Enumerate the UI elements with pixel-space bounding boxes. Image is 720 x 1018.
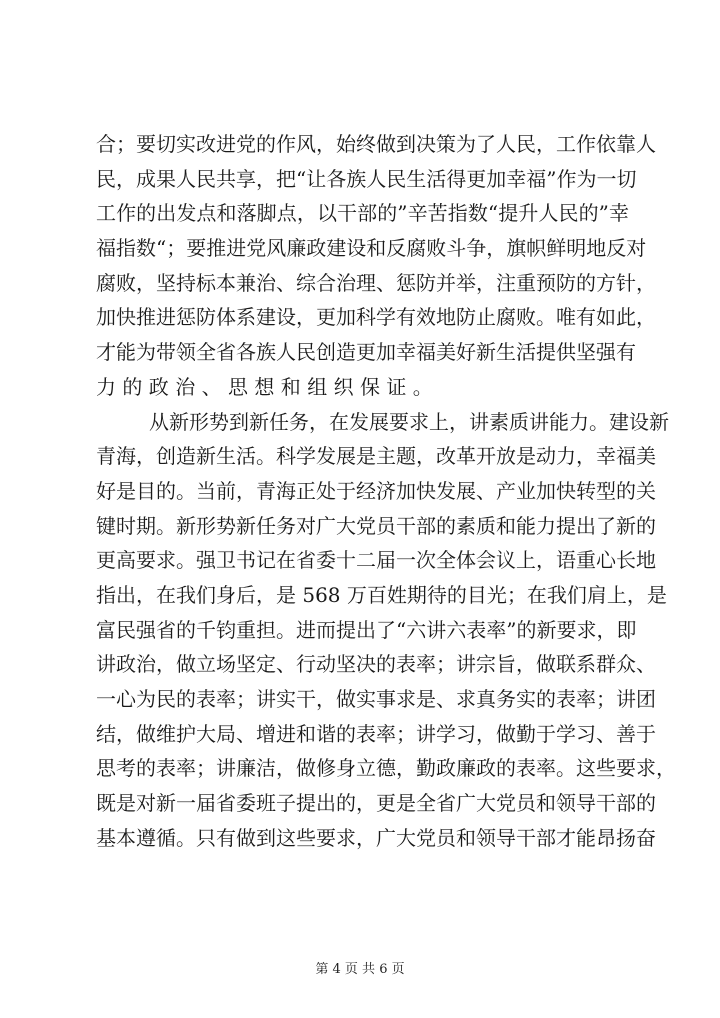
page-number-footer: 第 4 页 共 6 页: [315, 962, 405, 977]
text-line: 讲政治，做立场坚定、行动坚决的表率；讲宗旨，做联系群众、: [96, 652, 656, 677]
text-line: 加快推进惩防体系建设，更加科学有效地防止腐败。唯有如此，: [96, 305, 656, 330]
text-line: 更高要求。强卫书记在省委十二届一次全体会议上，语重心长地: [96, 548, 656, 573]
text-line: 基本遵循。只有做到这些要求，广大党员和领导干部才能昂扬奋: [96, 825, 656, 850]
text-line: 从新形势到新任务，在发展要求上，讲素质讲能力。建设新: [149, 409, 669, 434]
text-line: 好是目的。当前，青海正处于经济加快发展、产业加快转型的关: [96, 478, 656, 503]
text-line: 结，做维护大局、增进和谐的表率；讲学习，做勤于学习、善于: [96, 721, 656, 746]
text-line: 才能为带领全省各族人民创造更加幸福美好新生活提供坚强有: [96, 340, 636, 365]
text-line: 指出，在我们身后，是 568 万百姓期待的目光；在我们肩上，是: [96, 582, 667, 607]
text-line: 键时期。新形势新任务对广大党员干部的素质和能力提出了新的: [96, 513, 656, 538]
text-line: 富民强省的千钧重担。进而提出了“六讲六表率”的新要求，即: [96, 617, 637, 642]
text-line: 力的政治、思想和组织保证。: [96, 374, 440, 399]
text-line: 青海，创造新生活。科学发展是主题，改革开放是动力，幸福美: [96, 444, 656, 469]
text-line: 福指数“；要推进党风廉政建设和反腐败斗争，旗帜鲜明地反对: [96, 236, 647, 261]
text-line: 腐败，坚持标本兼治、综合治理、惩防并举，注重预防的方针，: [96, 270, 656, 295]
text-line: 思考的表率；讲廉洁，做修身立德，勤政廉政的表率。这些要求，: [96, 756, 676, 781]
text-line: 一心为民的表率；讲实干，做实事求是、求真务实的表率；讲团: [96, 687, 656, 711]
text-line: 工作的出发点和落脚点，以干部的”辛苦指数“提升人民的”幸: [96, 201, 629, 226]
text-line: 民，成果人民共享，把“让各族人民生活得更加幸福”作为一切: [96, 166, 637, 191]
document-body: [96, 127, 676, 855]
paragraph-2: [96, 405, 676, 856]
text-line: 合；要切实改进党的作风，始终做到决策为了人民，工作依靠人: [96, 132, 656, 156]
text-line: 既是对新一届省委班子提出的，更是全省广大党员和领导干部的: [96, 791, 656, 816]
paragraph-1: [96, 127, 656, 405]
